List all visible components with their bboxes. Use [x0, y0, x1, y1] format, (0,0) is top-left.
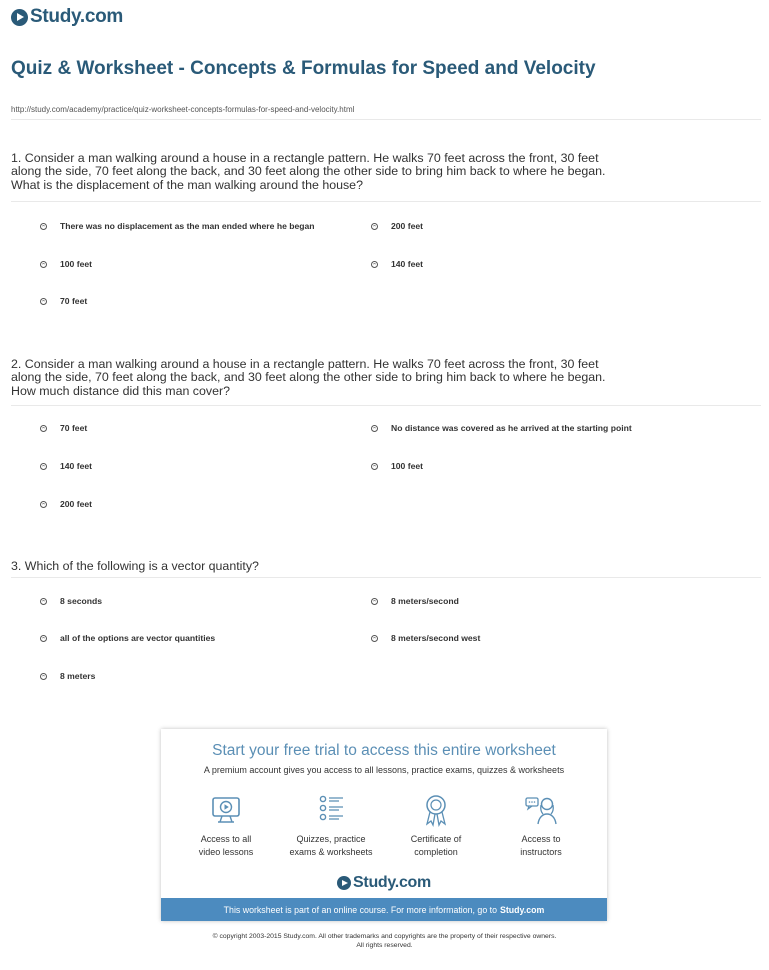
q1-choice-a[interactable]	[40, 221, 315, 231]
radio-button-icon[interactable]	[371, 425, 378, 432]
radio-button-icon[interactable]	[40, 673, 47, 680]
divider	[11, 119, 761, 120]
study-logo-text: Study.com	[30, 6, 124, 27]
feature-quizzes	[276, 793, 386, 859]
certificate-icon	[419, 793, 453, 827]
choice-label: all of the options are vector quantities	[60, 633, 216, 643]
promo-bar-text: This worksheet is part of an online course. For more information, go to	[223, 904, 497, 915]
divider	[11, 577, 761, 578]
choice-label: 140 feet	[60, 461, 93, 471]
q3-choice-d[interactable]	[371, 633, 480, 643]
copyright-footer	[0, 932, 769, 950]
choice-label: 70 feet	[60, 296, 88, 306]
promo-info-bar	[161, 898, 607, 921]
copyright-line-1: © copyright 2003-2015 Study.com. All other trademarks and copyrights are the property of their respective owners.	[212, 933, 557, 940]
feature-label-line1: Certificate of	[410, 834, 462, 844]
promo-study-logo[interactable]	[161, 874, 607, 892]
feature-label-line1: Access to all	[200, 834, 252, 844]
radio-button-icon[interactable]	[371, 223, 378, 230]
study-logo[interactable]	[11, 6, 123, 28]
radio-button-icon[interactable]	[40, 261, 47, 268]
q1-choice-b[interactable]	[371, 221, 423, 231]
feature-video-lessons	[171, 793, 281, 859]
q2-choice-a[interactable]	[40, 423, 87, 433]
choice-label: There was no displacement as the man ended where he began	[60, 221, 315, 231]
radio-button-icon[interactable]	[371, 463, 378, 470]
choice-label: 100 feet	[391, 461, 424, 471]
choice-label: 8 meters	[60, 671, 96, 681]
q2-choice-d[interactable]	[371, 461, 423, 471]
radio-button-icon[interactable]	[371, 598, 378, 605]
q3-choice-c[interactable]	[40, 633, 215, 643]
choice-label: 140 feet	[391, 259, 424, 269]
feature-certificate	[381, 793, 491, 859]
instructor-icon	[524, 793, 558, 827]
radio-button-icon[interactable]	[40, 425, 47, 432]
choice-label: 8 meters/second	[391, 596, 459, 606]
q2-choice-c[interactable]	[40, 461, 92, 471]
choice-label: 100 feet	[60, 259, 93, 269]
q3-choice-a[interactable]	[40, 596, 102, 606]
radio-button-icon[interactable]	[40, 501, 47, 508]
q3-choice-b[interactable]	[371, 596, 459, 606]
feature-instructors	[486, 793, 596, 859]
q1-choice-c[interactable]	[40, 259, 92, 269]
q1-choice-e[interactable]	[40, 296, 87, 306]
feature-label-line1: Access to	[521, 834, 561, 844]
question-3-text: 3. Which of the following is a vector quantity?	[11, 559, 259, 573]
radio-button-icon[interactable]	[40, 635, 47, 642]
q1-choice-d[interactable]	[371, 259, 423, 269]
quiz-list-icon	[314, 793, 348, 827]
feature-label-line2: instructors	[520, 847, 562, 857]
video-lesson-icon	[209, 793, 243, 827]
choice-label: 200 feet	[391, 221, 424, 231]
feature-label-line2: video lessons	[198, 847, 254, 857]
choice-label: 70 feet	[60, 423, 88, 433]
q2-choice-b[interactable]	[371, 423, 632, 433]
radio-button-icon[interactable]	[40, 463, 47, 470]
question-1-text: 1. Consider a man walking around a house in a rectangle pattern. He walks 70 feet across the front, 30 feet along the side, 70 feet along the back, and 30 feet along the other side to bring him back to where he began. What is the displacement of the man walking around the house?	[11, 151, 606, 192]
divider	[11, 405, 761, 406]
study-logo-icon	[337, 876, 351, 890]
study-logo-icon	[11, 9, 28, 26]
feature-label-line2: exams & worksheets	[289, 847, 373, 857]
radio-button-icon[interactable]	[40, 298, 47, 305]
feature-label-line2: completion	[414, 847, 458, 857]
promo-title[interactable]: Start your free trial to access this entire worksheet	[212, 742, 556, 759]
q3-choice-e[interactable]	[40, 671, 95, 681]
radio-button-icon[interactable]	[40, 223, 47, 230]
radio-button-icon[interactable]	[40, 598, 47, 605]
divider	[11, 201, 761, 202]
study-link[interactable]: Study.com	[500, 904, 545, 915]
free-trial-promo	[161, 729, 607, 921]
choice-label: 8 seconds	[60, 596, 103, 606]
radio-button-icon[interactable]	[371, 261, 378, 268]
choice-label: No distance was covered as he arrived at the starting point	[391, 423, 632, 433]
q2-choice-e[interactable]	[40, 499, 92, 509]
choice-label: 200 feet	[60, 499, 93, 509]
page-title: Quiz & Worksheet - Concepts & Formulas for Speed and Velocity	[11, 58, 596, 79]
promo-logo-text: Study.com	[353, 874, 431, 891]
copyright-line-2: All rights reserved.	[356, 942, 413, 949]
question-2-text: 2. Consider a man walking around a house in a rectangle pattern. He walks 70 feet across the front, 30 feet along the side, 70 feet along the back, and 30 feet along the other side to bring him back to where he began. How much distance did this man cover?	[11, 357, 606, 398]
promo-subtitle: A premium account gives you access to all lessons, practice exams, quizzes & worksheets	[203, 765, 565, 775]
feature-label-line1: Quizzes, practice	[296, 834, 366, 844]
page-url: http://study.com/academy/practice/quiz-worksheet-concepts-formulas-for-speed-and-velocity.html	[11, 105, 355, 114]
radio-button-icon[interactable]	[371, 635, 378, 642]
choice-label: 8 meters/second west	[391, 633, 481, 643]
